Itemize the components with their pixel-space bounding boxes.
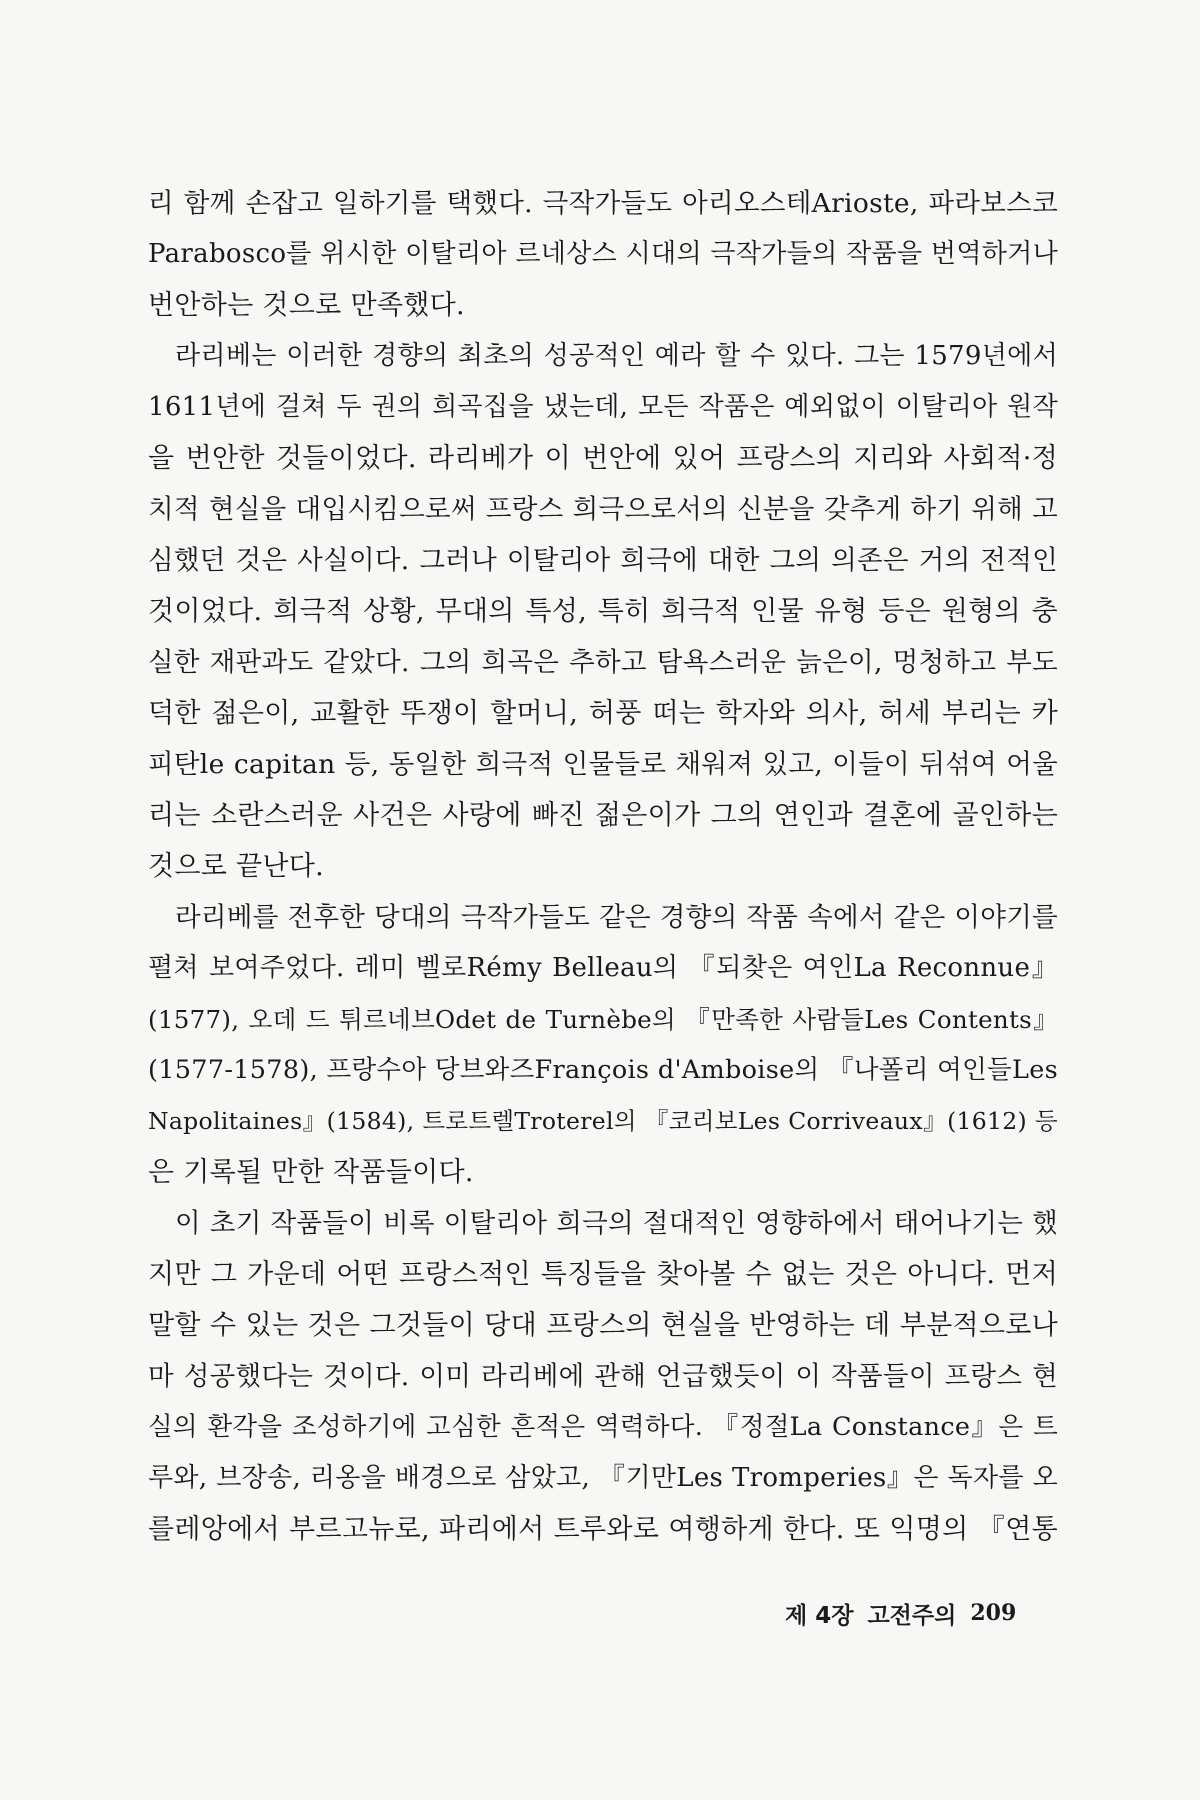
text-line: 실한 재판과도 같았다. 그의 희곡은 추하고 탐욕스러운 늙은이, 멍청하고 부도 bbox=[148, 647, 1058, 678]
text-line: 실의 환각을 조성하기에 고심한 흔적은 역력하다. 『정절La Constance』은 트 bbox=[148, 1412, 1058, 1442]
text-line: 피탄le capitan 등, 동일한 희극적 인물들로 채워져 있고, 이들이 뒤섞여 어울 bbox=[148, 749, 1058, 780]
text-line: 덕한 젊은이, 교활한 뚜쟁이 할머니, 허풍 떠는 학자와 의사, 허세 부리는 카 bbox=[148, 698, 1058, 729]
paragraph-3 bbox=[148, 892, 1058, 1198]
text-line: 리 함께 손잡고 일하기를 택했다. 극작가들도 아리오스테Arioste, 파라보스코 bbox=[148, 188, 1058, 219]
text-line: 말할 수 있는 것은 그것들이 당대 프랑스의 현실을 반영하는 데 부분적으로나 bbox=[148, 1310, 1058, 1341]
text-line: 라리베는 이러한 경향의 최초의 성공적인 예라 할 수 있다. 그는 1579년에서 bbox=[175, 341, 1058, 371]
text-line: 펼쳐 보여주었다. 레미 벨로Rémy Belleau의 『되찾은 여인La Reconnue』 bbox=[148, 953, 1058, 983]
text-line: (1577), 오데 드 튀르네브Odet de Turnèbe의 『만족한 사람들Les Contents』 bbox=[148, 1005, 1058, 1034]
text-line: 루와, 브장송, 리옹을 배경으로 삼았고, 『기만Les Tromperies』은 독자를 오 bbox=[148, 1463, 1058, 1493]
text-line: 치적 현실을 대입시킴으로써 프랑스 희극으로서의 신분을 갖추게 하기 위해 고 bbox=[148, 494, 1058, 525]
text-line: 리는 소란스러운 사건은 사랑에 빠진 젊은이가 그의 연인과 결혼에 골인하는 bbox=[148, 800, 1058, 831]
text-line: 지만 그 가운데 어떤 프랑스적인 특징들을 찾아볼 수 없는 것은 아니다. 먼저 bbox=[148, 1259, 1058, 1290]
text-line: 를레앙에서 부르고뉴로, 파리에서 트루와로 여행하게 한다. 또 익명의 『연통 bbox=[148, 1514, 1058, 1545]
text-line: 라리베를 전후한 당대의 극작가들도 같은 경향의 작품 속에서 같은 이야기를 bbox=[175, 902, 1058, 933]
running-chapter: 제 4장 bbox=[785, 1602, 854, 1629]
text-line: 1611년에 걸쳐 두 권의 희곡집을 냈는데, 모든 작품은 예외없이 이탈리아 원작 bbox=[148, 392, 1058, 422]
text-line: 것으로 끝난다. bbox=[148, 851, 325, 882]
page-number: 209 bbox=[970, 1600, 1017, 1626]
paragraph-2 bbox=[148, 331, 1058, 892]
text-line: 것이었다. 희극적 상황, 무대의 특성, 특히 희극적 인물 유형 등은 원형의 충 bbox=[148, 596, 1058, 627]
text-line: 마 성공했다는 것이다. 이미 라리베에 관해 언급했듯이 이 작품들이 프랑스 현 bbox=[148, 1361, 1058, 1392]
text-line: 번안하는 것으로 만족했다. bbox=[148, 290, 465, 321]
text-line: 은 기록될 만한 작품들이다. bbox=[148, 1157, 474, 1188]
text-line: 심했던 것은 사실이다. 그러나 이탈리아 희극에 대한 그의 의존은 거의 전적인 bbox=[148, 545, 1058, 576]
running-section-title: 고전주의 bbox=[867, 1602, 957, 1629]
paragraph-4 bbox=[148, 1198, 1058, 1555]
body-text bbox=[148, 178, 1058, 1555]
text-line: 을 번안한 것들이었다. 라리베가 이 번안에 있어 프랑스의 지리와 사회적·정 bbox=[148, 443, 1058, 474]
page-footer bbox=[785, 1593, 1075, 1633]
text-line: 이 초기 작품들이 비록 이탈리아 희극의 절대적인 영향하에서 태어나기는 했 bbox=[175, 1208, 1058, 1239]
text-line: Napolitaines』(1584), 트로트렐Troterel의 『코리보Les Corriveaux』(1612) 등 bbox=[148, 1107, 1058, 1135]
text-line: Parabosco를 위시한 이탈리아 르네상스 시대의 극작가들의 작품을 번역하거나 bbox=[148, 239, 1058, 269]
paragraph-1 bbox=[148, 178, 1058, 331]
text-line: (1577-1578), 프랑수아 당브와즈François d'Amboise의 『나폴리 여인들Les bbox=[148, 1055, 1058, 1085]
